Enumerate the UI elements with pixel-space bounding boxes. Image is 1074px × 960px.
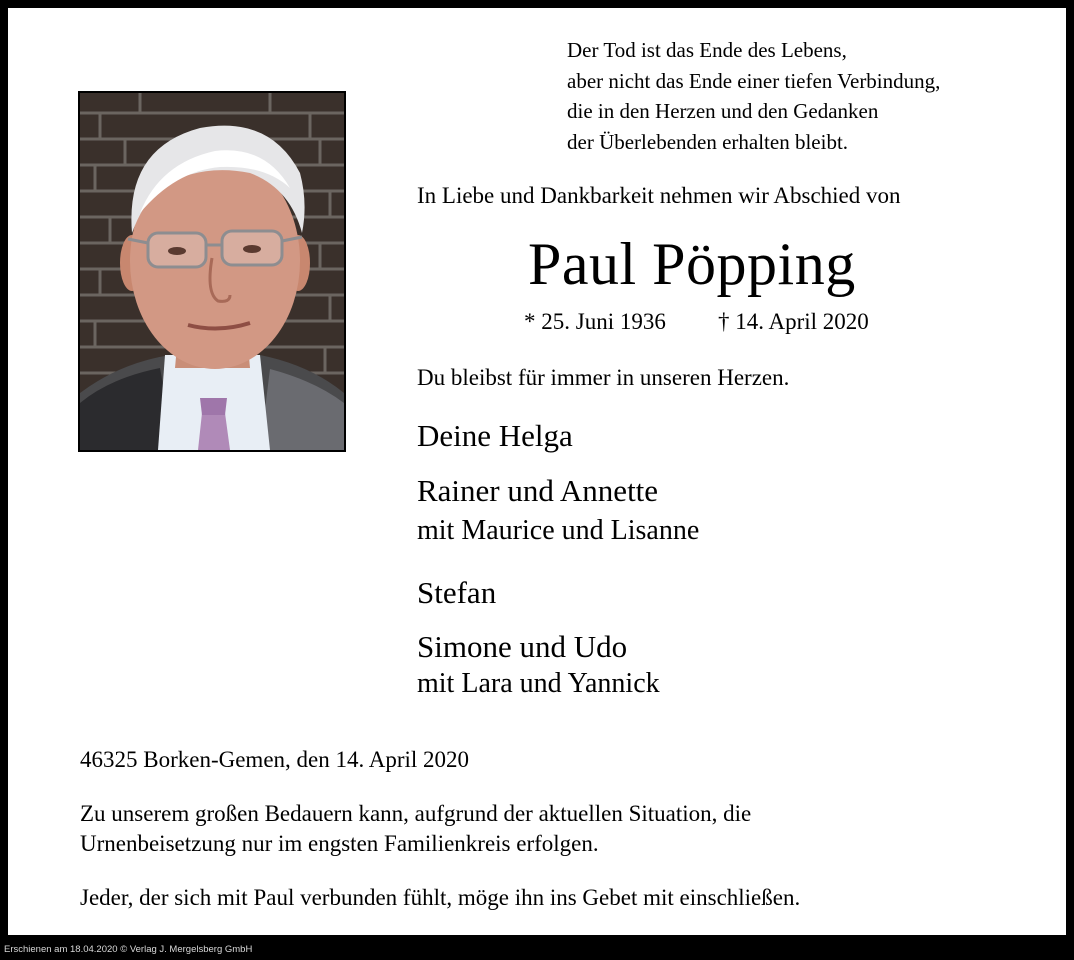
poem-line: der Überlebenden erhalten bleibt. [567,130,849,154]
closing-line: Jeder, der sich mit Paul verbunden fühlt, möge ihn ins Gebet mit einschließen. [80,885,801,910]
poem-line: die in den Herzen und den Gedanken [567,99,879,123]
family-member: Rainer und Annette [417,473,659,508]
notice-line: Zu unserem großen Bedauern kann, aufgrund der aktuellen Situation, die [80,801,752,826]
portrait-illustration [80,93,344,450]
publication-footer: Erschienen am 18.04.2020 © Verlag J. Mergelsberg GmbH [4,944,253,955]
family-member: Simone und Udo [417,629,628,664]
place-and-date: 46325 Borken-Gemen, den 14. April 2020 [80,747,470,772]
notice-line: Urnenbeisetzung nur im engsten Familienkreis erfolgen. [80,831,599,856]
family-member: Deine Helga [417,418,573,453]
death-date: † 14. April 2020 [718,309,869,334]
obituary-notice [8,8,1066,935]
motto-line: Du bleibst für immer in unseren Herzen. [417,365,790,390]
family-member: Stefan [417,575,497,610]
deceased-name: Paul Pöpping [528,231,856,297]
birth-date: * 25. Juni 1936 [524,309,666,334]
poem-line: aber nicht das Ende einer tiefen Verbindung, [567,69,941,93]
poem-line: Der Tod ist das Ende des Lebens, [567,38,847,62]
farewell-intro: In Liebe und Dankbarkeit nehmen wir Abschied von [417,183,901,208]
portrait-photo [78,91,346,452]
family-member-children: mit Maurice und Lisanne [417,515,700,546]
family-member-children: mit Lara und Yannick [417,668,660,699]
